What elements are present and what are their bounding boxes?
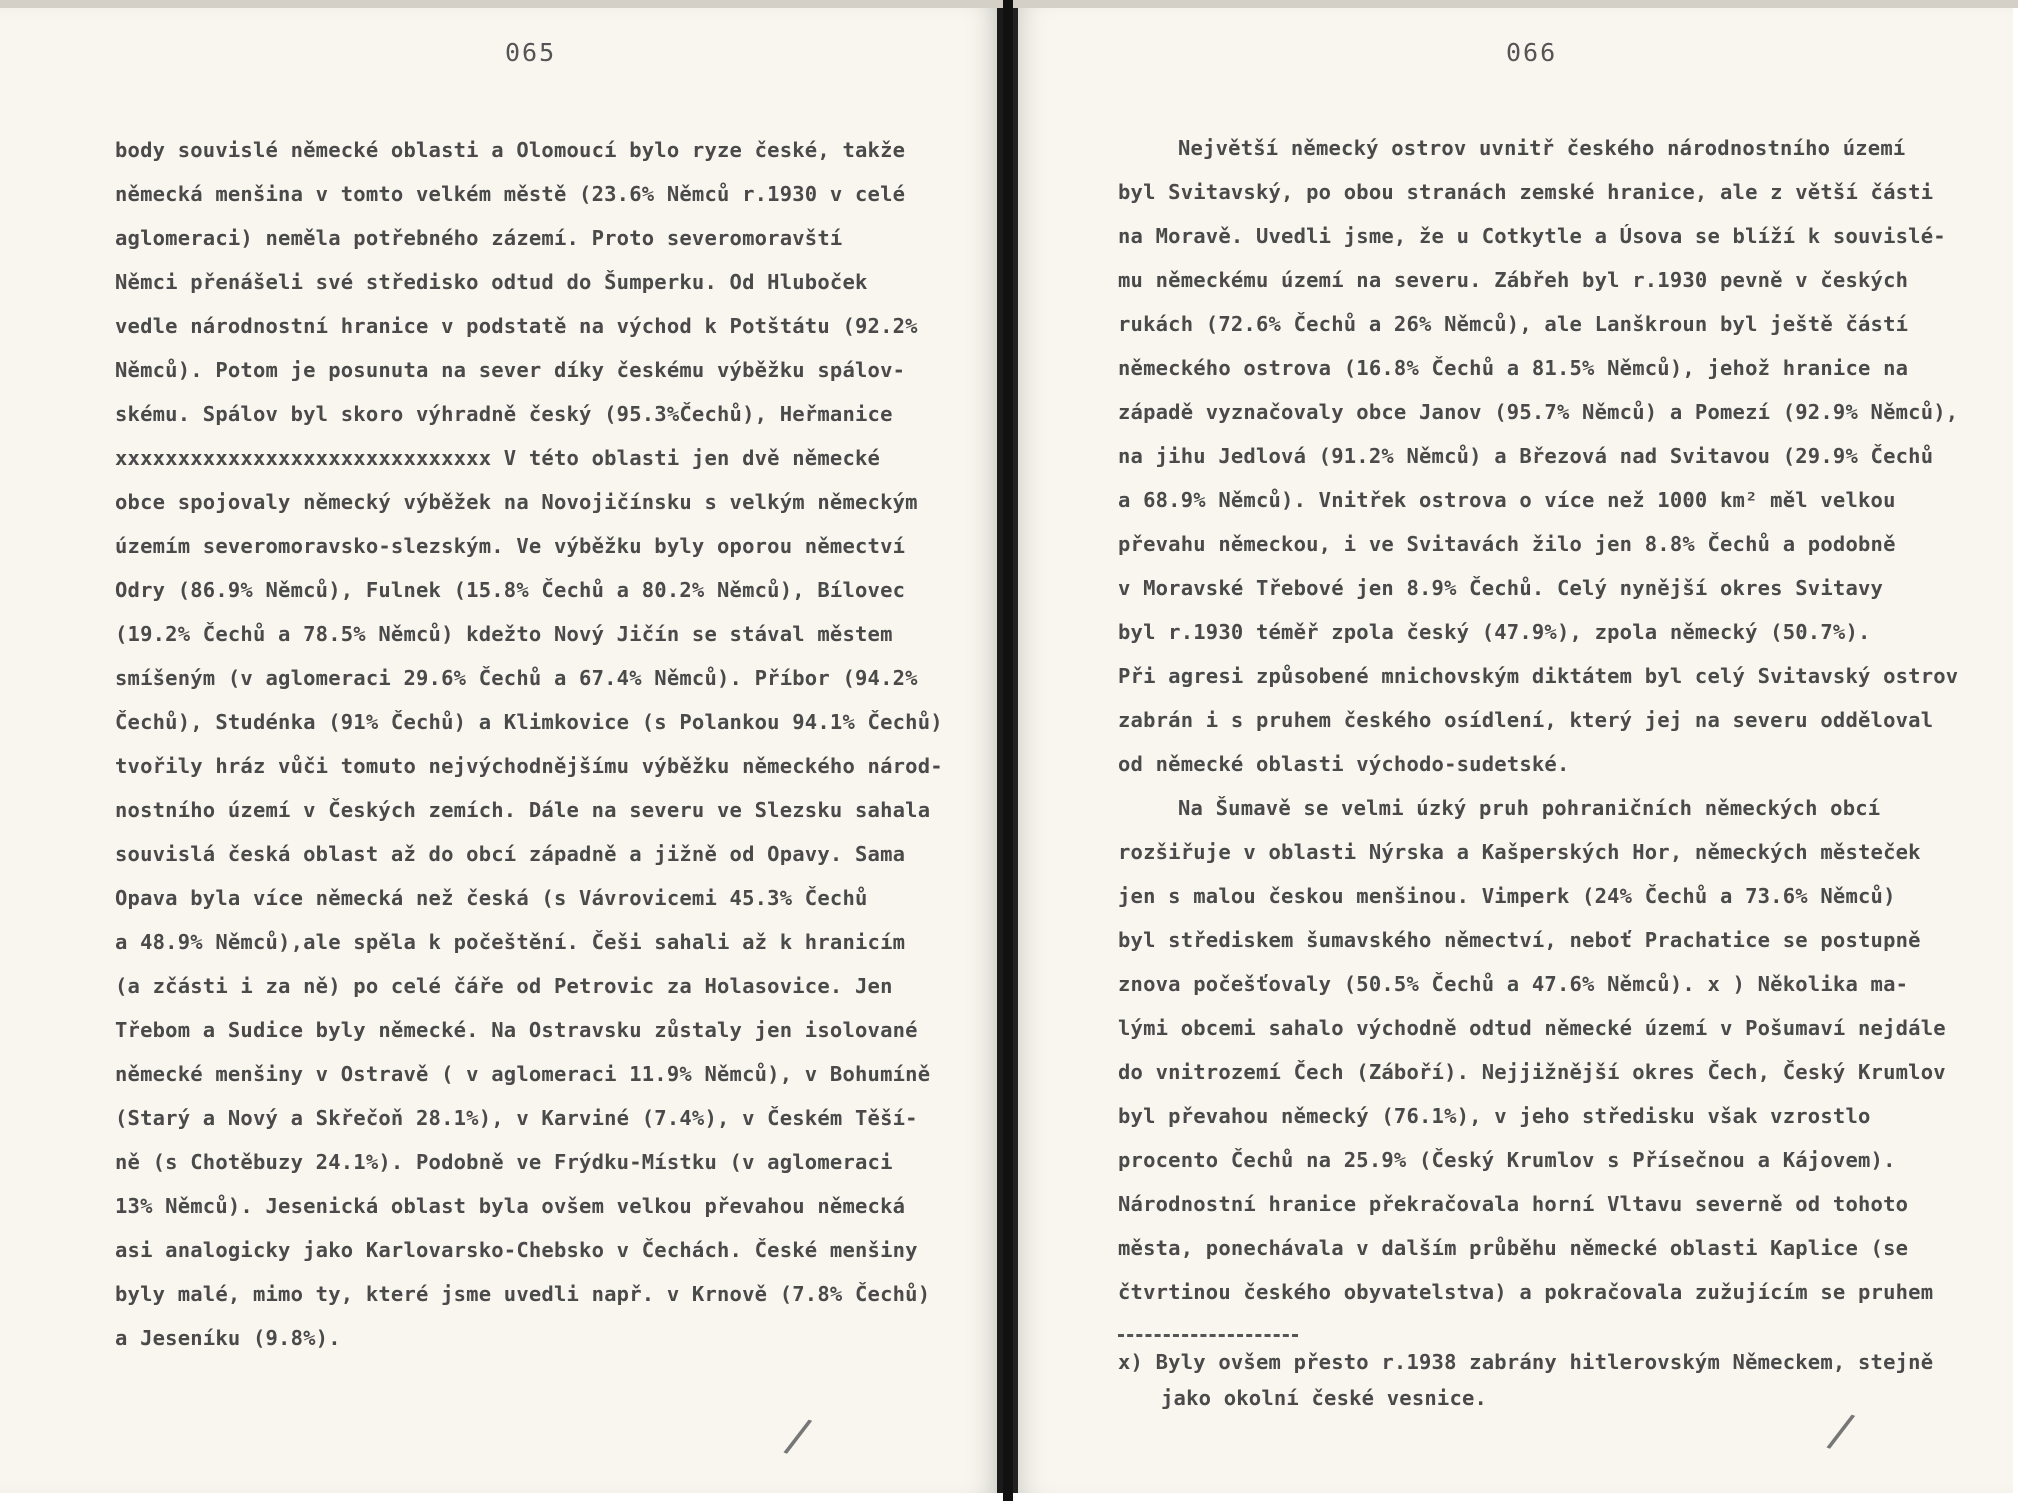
text-line: Při agresi způsobené mnichovským diktátem byl celý Svitavský ostrov	[1118, 664, 1959, 688]
text-line: na Moravě. Uvedli jsme, že u Cotkytle a Úsova se blíží k souvislé-	[1118, 224, 1946, 248]
text-line: byly malé, mimo ty, které jsme uvedli např. v Krnově (7.8% Čechů)	[115, 1282, 931, 1306]
text-line: do vnitrozemí Čech (Záboří). Nejjižnější okres Čech, Český Krumlov	[1118, 1060, 1946, 1084]
text-line: města, ponechávala v dalším průběhu německé oblasti Kaplice (se	[1118, 1236, 1909, 1260]
text-line: německé menšiny v Ostravě ( v aglomeraci 11.9% Němců), v Bohumíně	[115, 1062, 931, 1086]
text-line: Třebom a Sudice byly německé. Na Ostravsku zůstaly jen isolované	[115, 1018, 918, 1042]
text-line: byl střediskem šumavského němectví, neboť Prachatice se postupně	[1118, 928, 1921, 952]
text-line: asi analogicky jako Karlovarsko-Chebsko v Čechách. České menšiny	[115, 1238, 918, 1262]
text-line: obce spojovaly německý výběžek na Novojičínsku s velkým německým	[115, 490, 918, 514]
text-line: Opava byla více německá než česká (s Vávrovicemi 45.3% Čechů	[115, 886, 868, 910]
text-line: lými obcemi sahalo východně odtud německé území v Pošumaví nejdále	[1118, 1016, 1946, 1040]
text-line: v Moravské Třebové jen 8.9% Čechů. Celý nynější okres Svitavy	[1118, 576, 1884, 600]
text-line: ně (s Chotěbuzy 24.1%). Podobně ve Frýdku-Místku (v aglomeraci	[115, 1150, 893, 1174]
text-line: a 48.9% Němců),ale spěla k počeštění. Češi sahali až k hranicím	[115, 930, 906, 954]
text-line: Největší německý ostrov uvnitř českého národnostního území	[1178, 136, 1906, 160]
text-line: 13% Němců). Jesenická oblast byla ovšem velkou převahou německá	[115, 1194, 906, 1218]
text-line: byl r.1930 téměř zpola český (47.9%), zpola německý (50.7%).	[1118, 620, 1871, 644]
left-page-text	[115, 128, 975, 1360]
handwritten-mark: /	[1823, 1401, 1859, 1461]
text-line: (Starý a Nový a Skřečoň 28.1%), v Karviné (7.4%), v Českém Těší-	[115, 1106, 918, 1130]
text-line: vedle národnostní hranice v podstatě na východ k Potštátu (92.2%	[115, 314, 918, 338]
text-line: Na Šumavě se velmi úzký pruh pohraničních německých obcí	[1178, 796, 1881, 820]
text-line: (a zčásti i za ně) po celé čáře od Petrovic za Holasovice. Jen	[115, 974, 893, 998]
text-line: Němců). Potom je posunuta na sever díky českému výběžku spálov-	[115, 358, 906, 382]
text-line: německá menšina v tomto velkém městě (23.6% Němců r.1930 v celé	[115, 182, 906, 206]
text-line: Němci přenášeli své středisko odtud do Šumperku. Od Hluboček	[115, 270, 868, 294]
text-line: smíšeným (v aglomeraci 29.6% Čechů a 67.4% Němců). Příbor (94.2%	[115, 666, 918, 690]
text-line: procento Čechů na 25.9% (Český Krumlov s Přísečnou a Kájovem).	[1118, 1148, 1896, 1172]
text-line: Národnostní hranice překračovala horní Vltavu severně od tohoto	[1118, 1192, 1909, 1216]
text-line: zabrán i s pruhem českého osídlení, který jej na severu odděloval	[1118, 708, 1934, 732]
text-line: čtvrtinou českého obyvatelstva) a pokračovala zužujícím se pruhem	[1118, 1280, 1934, 1304]
text-line: rukách (72.6% Čechů a 26% Němců), ale Lanškroun byl ještě částí	[1118, 312, 1909, 336]
text-line: skému. Spálov byl skoro výhradně český (95.3%Čechů), Heřmanice	[115, 402, 893, 426]
text-line: aglomeraci) neměla potřebného zázemí. Proto severomoravští	[115, 226, 843, 250]
text-line: jako okolní české vesnice.	[1161, 1386, 1488, 1410]
text-line: jen s malou českou menšinou. Vimperk (24% Čechů a 73.6% Němců)	[1118, 884, 1896, 908]
text-line: tvořily hráz vůči tomuto nejvýchodnějšímu výběžku německého národ-	[115, 754, 943, 778]
text-line: nostního území v Českých zemích. Dále na severu ve Slezsku sahala	[115, 798, 931, 822]
text-line: západě vyznačovaly obce Janov (95.7% Němců) a Pomezí (92.9% Němců),	[1118, 400, 1959, 424]
text-line: body souvislé německé oblasti a Olomoucí bylo ryze české, takže	[115, 138, 906, 162]
right-page-text	[1118, 126, 1998, 1314]
footnote	[1118, 1344, 1998, 1416]
text-line: Čechů), Studénka (91% Čechů) a Klimkovice (s Polankou 94.1% Čechů)	[115, 710, 943, 734]
handwritten-mark: /	[780, 1406, 816, 1466]
text-line: územím severomoravsko-slezským. Ve výběžku byly oporou němectví	[115, 534, 906, 558]
text-line: Odry (86.9% Němců), Fulnek (15.8% Čechů a 80.2% Němců), Bílovec	[115, 578, 906, 602]
book-spine	[1003, 0, 1013, 1501]
page-number: 065	[505, 38, 557, 67]
text-line: souvislá česká oblast až do obcí západně a jižně od Opavy. Sama	[115, 842, 906, 866]
text-line: xxxxxxxxxxxxxxxxxxxxxxxxxxxxxx V této oblasti jen dvě německé	[115, 446, 881, 470]
text-line: byl Svitavský, po obou stranách zemské hranice, ale z větší části	[1118, 180, 1934, 204]
text-line: rozšiřuje v oblasti Nýrska a Kašperských Hor, německých městeček	[1118, 840, 1921, 864]
left-page	[0, 8, 1003, 1493]
right-page	[1013, 8, 2013, 1493]
text-line: mu německému území na severu. Zábřeh byl r.1930 pevně v českých	[1118, 268, 1909, 292]
text-line: a Jeseníku (9.8%).	[115, 1326, 341, 1350]
text-line: a 68.9% Němců). Vnitřek ostrova o více než 1000 km² měl velkou	[1118, 488, 1896, 512]
page-number: 066	[1506, 38, 1558, 67]
text-line: znova počešťovaly (50.5% Čechů a 47.6% Němců). x ) Několika ma-	[1118, 972, 1909, 996]
text-line: byl převahou německý (76.1%), v jeho středisku však vzrostlo	[1118, 1104, 1871, 1128]
text-line: od německé oblasti východo-sudetské.	[1118, 752, 1570, 776]
footnote-rule	[1118, 1334, 1298, 1337]
text-line: převahu německou, i ve Svitavách žilo jen 8.8% Čechů a podobně	[1118, 532, 1896, 556]
text-line: (19.2% Čechů a 78.5% Němců) kdežto Nový Jičín se stával městem	[115, 622, 893, 646]
text-line: na jihu Jedlová (91.2% Němců) a Březová nad Svitavou (29.9% Čechů	[1118, 444, 1934, 468]
text-line: x) Byly ovšem přesto r.1938 zabrány hitlerovským Německem, stejně	[1118, 1350, 1934, 1374]
text-line: německého ostrova (16.8% Čechů a 81.5% Němců), jehož hranice na	[1118, 356, 1909, 380]
